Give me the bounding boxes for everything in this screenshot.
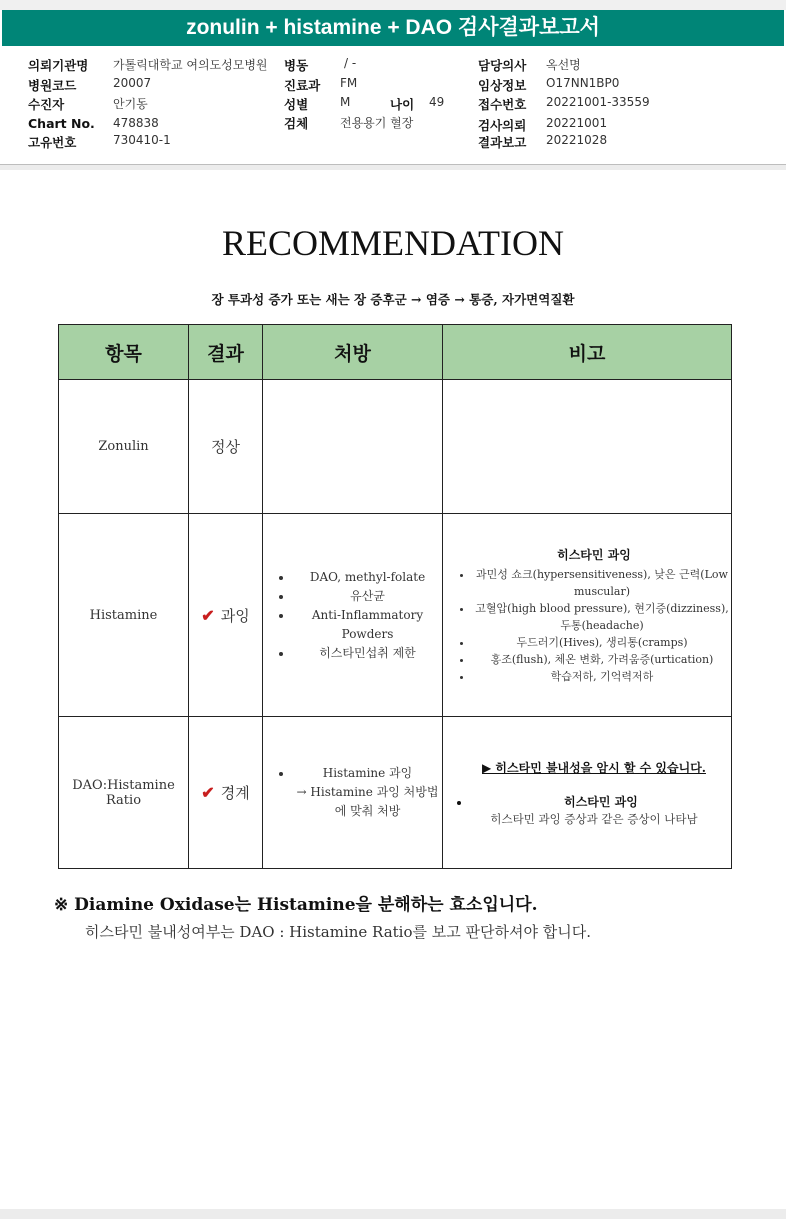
result-text: 경계: [220, 784, 250, 802]
report-date-value: 20221028: [546, 133, 608, 147]
header-prescription: 처방: [263, 325, 443, 380]
hospital-code-value: 20007: [113, 76, 152, 90]
hospital-code-label: 병원코드: [28, 78, 77, 93]
patient-info: [0, 52, 786, 152]
item-cell: Zonulin: [59, 380, 189, 514]
list-item: • 히스타민 과잉: [471, 794, 731, 811]
prescription-cell: [263, 717, 443, 869]
dept-label: 진료과: [284, 78, 321, 93]
footer-note-title: ※ Diamine Oxidase는 Histamine을 분해하는 효소입니다.: [54, 895, 538, 915]
prescription-sub: → Histamine 과잉 처방법에 맞춰 처방: [296, 785, 439, 818]
table-row: [59, 717, 732, 869]
list-item: • Anti-Inflammatory Powders: [293, 606, 442, 644]
dept-value: FM: [340, 76, 358, 90]
request-value: 20221001: [546, 116, 608, 130]
prescription-cell: [263, 514, 443, 717]
header-divider-shadow: [0, 165, 786, 170]
doctor-label: 담당의사: [478, 58, 527, 73]
prescription-list: [263, 764, 442, 821]
table-row: [59, 514, 732, 717]
specimen-label: 검체: [284, 116, 309, 131]
remarks-cell: [443, 717, 732, 869]
footer-note-text: 히스타민 불내성여부는 DAO : Histamine Ratio를 보고 판단하셔야 합니다.: [85, 923, 591, 941]
remarks-bullets: [443, 794, 731, 811]
header-item: 항목: [59, 325, 189, 380]
age-value: 49: [429, 95, 445, 109]
doctor-value: 옥선명: [546, 58, 581, 72]
checkmark-icon: ✔: [201, 783, 215, 802]
list-item: • 히스타민섭취 제한: [293, 644, 442, 663]
unique-value: 730410-1: [113, 133, 171, 147]
list-item: • 홍조(flush), 체온 변화, 가려움증(urtication): [473, 651, 731, 668]
result-text: 정상: [211, 438, 240, 456]
remarks-text: 히스타민 과잉 증상과 같은 증상이 나타남: [490, 811, 698, 826]
remarks-cell: [443, 380, 732, 514]
clinical-value: O17NN1BP0: [546, 76, 620, 90]
patient-value: 안기동: [113, 97, 148, 111]
chart-value: 478838: [113, 116, 159, 130]
age-label: 나이: [390, 97, 415, 112]
prescription-main: Histamine 과잉: [322, 766, 413, 780]
item-cell: DAO:Histamine Ratio: [59, 717, 189, 869]
list-item: [293, 764, 442, 821]
table-row: [59, 380, 732, 514]
report-date-label: 결과보고: [478, 135, 527, 150]
clinical-label: 임상정보: [478, 78, 527, 93]
sex-value: M: [340, 95, 351, 109]
bottom-strip: [0, 1209, 786, 1219]
symptom-list: [443, 566, 731, 685]
result-cell: [189, 514, 263, 717]
chart-label: Chart No.: [28, 116, 95, 131]
list-item: • 고혈압(high blood pressure), 현기증(dizziness), 두통(headache): [473, 600, 731, 634]
header-result: 결과: [189, 325, 263, 380]
list-item: • 두드러기(Hives), 생리통(cramps): [473, 634, 731, 651]
ward-label: 병동: [284, 58, 309, 73]
table-header-row: [59, 325, 732, 380]
prescription-list: [263, 568, 442, 663]
patient-label: 수진자: [28, 97, 65, 112]
recommendation-table: [58, 324, 732, 869]
checkmark-icon: ✔: [201, 605, 215, 625]
sex-label: 성별: [284, 97, 309, 112]
receipt-label: 접수번호: [478, 97, 527, 112]
prescription-cell: [263, 380, 443, 514]
list-item: • 학습저하, 기억력저하: [473, 668, 731, 685]
report-title: zonulin + histamine + DAO 검사결과보고서: [2, 10, 784, 46]
recommendation-subtitle: 장 투과성 증가 또는 새는 장 증후군 → 염증 → 통증, 자가면역질환: [211, 292, 575, 307]
result-cell: [189, 717, 263, 869]
top-strip: [0, 0, 786, 10]
list-item: • 과민성 쇼크(hypersensitiveness), 낮은 근력(Low muscular): [473, 566, 731, 600]
list-item: • 유산균: [293, 587, 442, 606]
item-cell: Histamine: [59, 514, 189, 717]
recommendation-title: RECOMMENDATION: [222, 223, 564, 263]
remarks-title: 히스타민 과잉: [557, 547, 631, 562]
unique-label: 고유번호: [28, 135, 77, 150]
result-cell: [189, 380, 263, 514]
specimen-value: 전용용기 혈장: [340, 116, 414, 130]
warning-text: ▶ 히스타민 불내성을 암시 할 수 있습니다.: [482, 760, 706, 775]
receipt-value: 20221001-33559: [546, 95, 650, 109]
ward-value: / -: [344, 56, 357, 70]
institution-label: 의뢰기관명: [28, 58, 89, 73]
institution-value: 가톨릭대학교 여의도성모병원: [113, 58, 268, 72]
header-remarks: 비고: [443, 325, 732, 380]
request-label: 검사의뢰: [478, 118, 527, 133]
remarks-cell: [443, 514, 732, 717]
result-text: 과잉: [220, 606, 250, 625]
list-item: • DAO, methyl-folate: [293, 568, 442, 587]
